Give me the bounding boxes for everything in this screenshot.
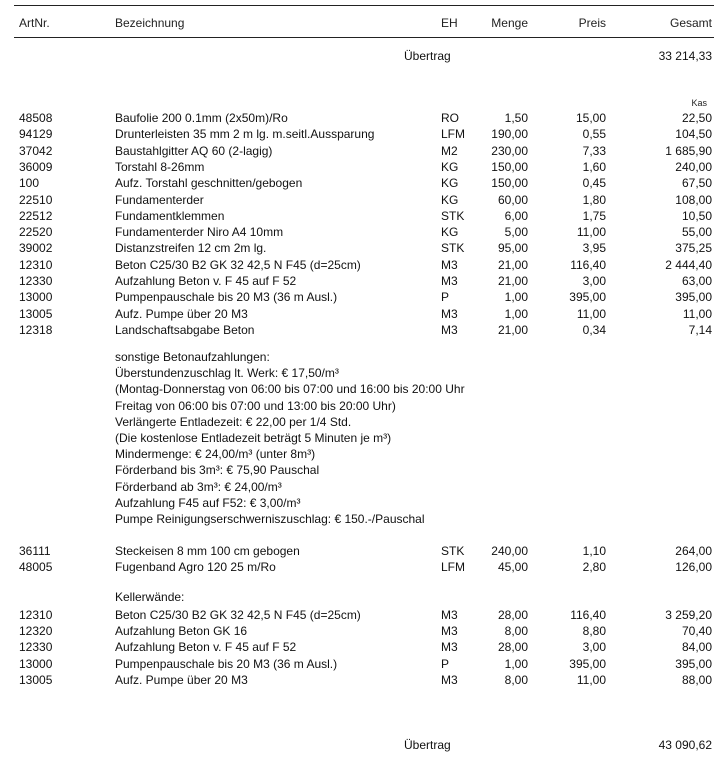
cell-gesamt: 240,00: [675, 159, 712, 174]
uebertrag-bottom-label: Übertrag: [404, 738, 451, 752]
line-item-row: [0, 176, 724, 191]
cell-artnr: 13000: [19, 656, 53, 671]
cell-artnr: 12330: [19, 274, 53, 288]
line-item-row: [0, 209, 724, 224]
cell-menge: 60,00: [497, 192, 528, 207]
cell-preis: 395,00: [569, 656, 606, 671]
note-line: (Die kostenlose Entladezeit beträgt 5 Minuten je m³): [115, 431, 392, 445]
cell-eh: M3: [441, 322, 458, 337]
cell-preis: 3,00: [582, 274, 606, 288]
cell-eh: KG: [441, 225, 459, 240]
cell-preis: 1,75: [582, 208, 606, 223]
cell-artnr: 12330: [19, 640, 53, 655]
cell-eh: LFM: [441, 560, 465, 574]
cell-preis: 1,60: [582, 159, 606, 174]
header-menge: Menge: [491, 16, 528, 30]
cell-artnr: 37042: [19, 143, 53, 158]
line-item-row: [0, 657, 724, 672]
cell-artnr: 12310: [19, 608, 53, 622]
cell-bezeichnung: Beton C25/30 B2 GK 32 42,5 N F45 (d=25cm): [115, 257, 361, 272]
line-item-row: [0, 290, 724, 305]
cell-preis: 1,80: [582, 192, 606, 207]
cell-artnr: 48508: [19, 111, 53, 125]
cell-preis: 116,40: [570, 608, 606, 622]
cell-gesamt: 3 259,20: [665, 608, 712, 622]
cell-bezeichnung: Drunterleisten 35 mm 2 m lg. m.seitl.Aussparung: [115, 127, 375, 142]
cell-preis: 11,00: [576, 672, 606, 687]
cell-menge: 150,00: [491, 159, 528, 174]
top-rule: [14, 5, 714, 6]
cell-eh: M3: [441, 274, 458, 288]
cell-menge: 1,50: [504, 111, 528, 125]
header-eh: EH: [441, 16, 458, 30]
cell-artnr: 94129: [19, 127, 53, 142]
note-line: Förderband bis 3m³: € 75,90 Pauschal: [115, 463, 320, 478]
uebertrag-bottom-row: [0, 738, 724, 753]
cell-gesamt: 22,50: [681, 111, 712, 125]
cell-preis: 8,80: [582, 624, 606, 639]
note-line: Verlängerte Entladezeit: € 22,00 per 1/4 Std.: [115, 414, 352, 429]
cell-eh: M3: [441, 608, 458, 622]
cell-artnr: 22510: [19, 192, 53, 207]
cell-artnr: 22512: [19, 208, 53, 223]
cell-bezeichnung: Landschaftsabgabe Beton: [115, 322, 255, 337]
cell-gesamt: 10,50: [681, 208, 712, 223]
cell-bezeichnung: Pumpenpauschale bis 20 M3 (36 m Ausl.): [115, 656, 338, 671]
cell-bezeichnung: Torstahl 8-26mm: [115, 159, 205, 174]
cell-bezeichnung: Pumpenpauschale bis 20 M3 (36 m Ausl.): [115, 290, 338, 305]
uebertrag-bottom-value: 43 090,62: [658, 738, 712, 752]
cell-preis: 0,55: [582, 127, 606, 142]
cell-eh: STK: [441, 241, 465, 256]
cell-gesamt: 395,00: [675, 656, 712, 671]
cell-artnr: 48005: [19, 560, 53, 574]
cell-gesamt: 2 444,40: [665, 257, 712, 272]
line-item-row: [0, 258, 724, 273]
cell-bezeichnung: Baustahlgitter AQ 60 (2-lagig): [115, 143, 273, 158]
cell-menge: 150,00: [491, 176, 528, 191]
cell-gesamt: 264,00: [675, 544, 712, 558]
cell-menge: 6,00: [504, 208, 528, 223]
cell-menge: 1,00: [504, 656, 528, 671]
cell-eh: STK: [441, 544, 465, 558]
cell-menge: 1,00: [504, 290, 528, 305]
cell-eh: M3: [441, 672, 458, 687]
cell-artnr: 13005: [19, 672, 53, 687]
note-line: sonstige Betonaufzahlungen:: [115, 350, 270, 364]
cell-preis: 3,95: [582, 241, 606, 256]
cell-menge: 28,00: [497, 640, 528, 655]
header-artnr: ArtNr.: [19, 16, 50, 30]
cell-menge: 95,00: [497, 241, 528, 256]
cell-menge: 240,00: [491, 544, 528, 558]
cell-gesamt: 375,25: [675, 241, 712, 256]
cell-bezeichnung: Beton C25/30 B2 GK 32 42,5 N F45 (d=25cm): [115, 608, 361, 622]
uebertrag-top-value: 33 214,33: [658, 49, 712, 63]
cell-artnr: 36111: [19, 544, 51, 558]
line-item-row: [0, 111, 724, 126]
line-item-row: [0, 544, 724, 559]
cell-bezeichnung: Aufzahlung Beton v. F 45 auf F 52: [115, 274, 297, 288]
line-item-row: [0, 560, 724, 575]
note-line: Überstundenzuschlag lt. Werk: € 17,50/m³: [115, 366, 339, 381]
cell-gesamt: 395,00: [675, 290, 712, 305]
line-item-row: [0, 624, 724, 639]
cell-bezeichnung: Aufz. Pumpe über 20 M3: [115, 672, 248, 687]
cell-gesamt: 55,00: [681, 225, 712, 240]
cell-gesamt: 104,50: [675, 127, 712, 142]
cell-artnr: 36009: [19, 159, 53, 174]
cell-bezeichnung: Baufolie 200 0.1mm (2x50m)/Ro: [115, 111, 288, 125]
line-item-row: [0, 225, 724, 240]
cell-preis: 0,45: [582, 176, 606, 191]
cell-eh: RO: [441, 111, 459, 125]
cell-bezeichnung: Aufz. Torstahl geschnitten/gebogen: [115, 176, 303, 191]
line-item-row: [0, 323, 724, 338]
cell-gesamt: 126,00: [675, 560, 712, 574]
cell-gesamt: 7,14: [688, 322, 712, 337]
cell-eh: M3: [441, 640, 458, 655]
kas-label: Kas: [691, 98, 707, 108]
section-kellerwaende: Kellerwände:: [115, 590, 185, 604]
cell-bezeichnung: Distanzstreifen 12 cm 2m lg.: [115, 241, 267, 256]
cell-preis: 7,33: [582, 143, 606, 158]
line-item-row: [0, 127, 724, 142]
cell-gesamt: 108,00: [675, 192, 712, 207]
column-header-row: [0, 16, 724, 31]
cell-gesamt: 11,00: [682, 306, 712, 321]
line-item-row: [0, 144, 724, 159]
line-item-row: [0, 241, 724, 256]
cell-menge: 21,00: [497, 257, 528, 272]
note-line: Pumpe Reinigungserschwerniszuschlag: € 150.-/Pauschal: [115, 512, 425, 526]
cell-menge: 21,00: [497, 274, 528, 288]
cell-gesamt: 88,00: [681, 672, 712, 687]
cell-eh: P: [441, 290, 450, 305]
cell-preis: 1,10: [582, 544, 606, 558]
cell-eh: M3: [441, 257, 458, 272]
cell-gesamt: 84,00: [681, 640, 712, 655]
cell-artnr: 100: [19, 176, 40, 191]
cell-menge: 230,00: [491, 143, 528, 158]
cell-bezeichnung: Aufzahlung Beton GK 16: [115, 624, 248, 639]
cell-eh: M3: [441, 624, 458, 639]
cell-bezeichnung: Fundamenterder: [115, 192, 204, 207]
cell-artnr: 12320: [19, 624, 53, 639]
cell-bezeichnung: Fundamenterder Niro A4 10mm: [115, 225, 284, 240]
line-item-row: [0, 608, 724, 623]
cell-menge: 190,00: [491, 127, 528, 142]
line-item-row: [0, 640, 724, 655]
cell-eh: M3: [441, 306, 458, 321]
header-bezeichnung: Bezeichnung: [115, 16, 185, 30]
cell-eh: KG: [441, 176, 459, 191]
cell-bezeichnung: Fugenband Agro 120 25 m/Ro: [115, 560, 276, 574]
note-line: Mindermenge: € 24,00/m³ (unter 8m³): [115, 447, 316, 462]
cell-eh: STK: [441, 208, 465, 223]
cell-preis: 2,80: [582, 560, 606, 574]
cell-eh: LFM: [441, 127, 465, 142]
line-item-row: [0, 274, 724, 289]
cell-eh: KG: [441, 159, 459, 174]
line-item-row: [0, 307, 724, 322]
note-line: Förderband ab 3m³: € 24,00/m³: [115, 479, 282, 494]
note-line: (Montag-Donnerstag von 06:00 bis 07:00 und 16:00 bis 20:00 Uhr: [115, 382, 465, 397]
note-line: Aufzahlung F45 auf F52: € 3,00/m³: [115, 495, 301, 510]
cell-gesamt: 67,50: [681, 176, 712, 191]
cell-gesamt: 63,00: [681, 274, 712, 288]
cell-gesamt: 1 685,90: [665, 143, 712, 158]
cell-menge: 45,00: [497, 560, 528, 574]
header-rule: [14, 37, 714, 38]
line-item-row: [0, 673, 724, 688]
cell-eh: P: [441, 656, 450, 671]
cell-menge: 8,00: [504, 624, 528, 639]
cell-preis: 3,00: [582, 640, 606, 655]
cell-preis: 0,34: [582, 322, 606, 337]
cell-preis: 15,00: [575, 111, 606, 125]
cell-menge: 1,00: [504, 306, 528, 321]
header-preis: Preis: [578, 16, 606, 30]
cell-menge: 21,00: [497, 322, 528, 337]
cell-preis: 11,00: [576, 225, 606, 240]
cell-menge: 8,00: [504, 672, 528, 687]
cell-artnr: 22520: [19, 225, 53, 240]
uebertrag-top-label: Übertrag: [404, 49, 451, 63]
cell-bezeichnung: Aufzahlung Beton v. F 45 auf F 52: [115, 640, 297, 655]
cell-artnr: 13005: [19, 306, 53, 321]
cell-artnr: 12318: [19, 322, 53, 337]
note-line: Freitag von 06:00 bis 07:00 und 13:00 bis 20:00 Uhr): [115, 398, 396, 413]
cell-artnr: 13000: [19, 290, 53, 305]
cell-preis: 395,00: [569, 290, 606, 305]
cell-preis: 116,40: [570, 257, 606, 272]
cell-eh: KG: [441, 192, 459, 207]
cell-preis: 11,00: [576, 306, 606, 321]
line-item-row: [0, 193, 724, 208]
cell-artnr: 12310: [19, 257, 53, 272]
cell-menge: 28,00: [497, 608, 528, 622]
cell-artnr: 39002: [19, 241, 53, 256]
cell-bezeichnung: Aufz. Pumpe über 20 M3: [115, 306, 248, 321]
cell-menge: 5,00: [504, 225, 528, 240]
line-item-row: [0, 160, 724, 175]
cell-gesamt: 70,40: [681, 624, 712, 639]
uebertrag-top-row: [0, 49, 724, 64]
cell-eh: M2: [441, 143, 458, 158]
cell-bezeichnung: Fundamentklemmen: [115, 208, 225, 223]
cell-bezeichnung: Steckeisen 8 mm 100 cm gebogen: [115, 544, 300, 558]
header-gesamt: Gesamt: [669, 16, 712, 30]
